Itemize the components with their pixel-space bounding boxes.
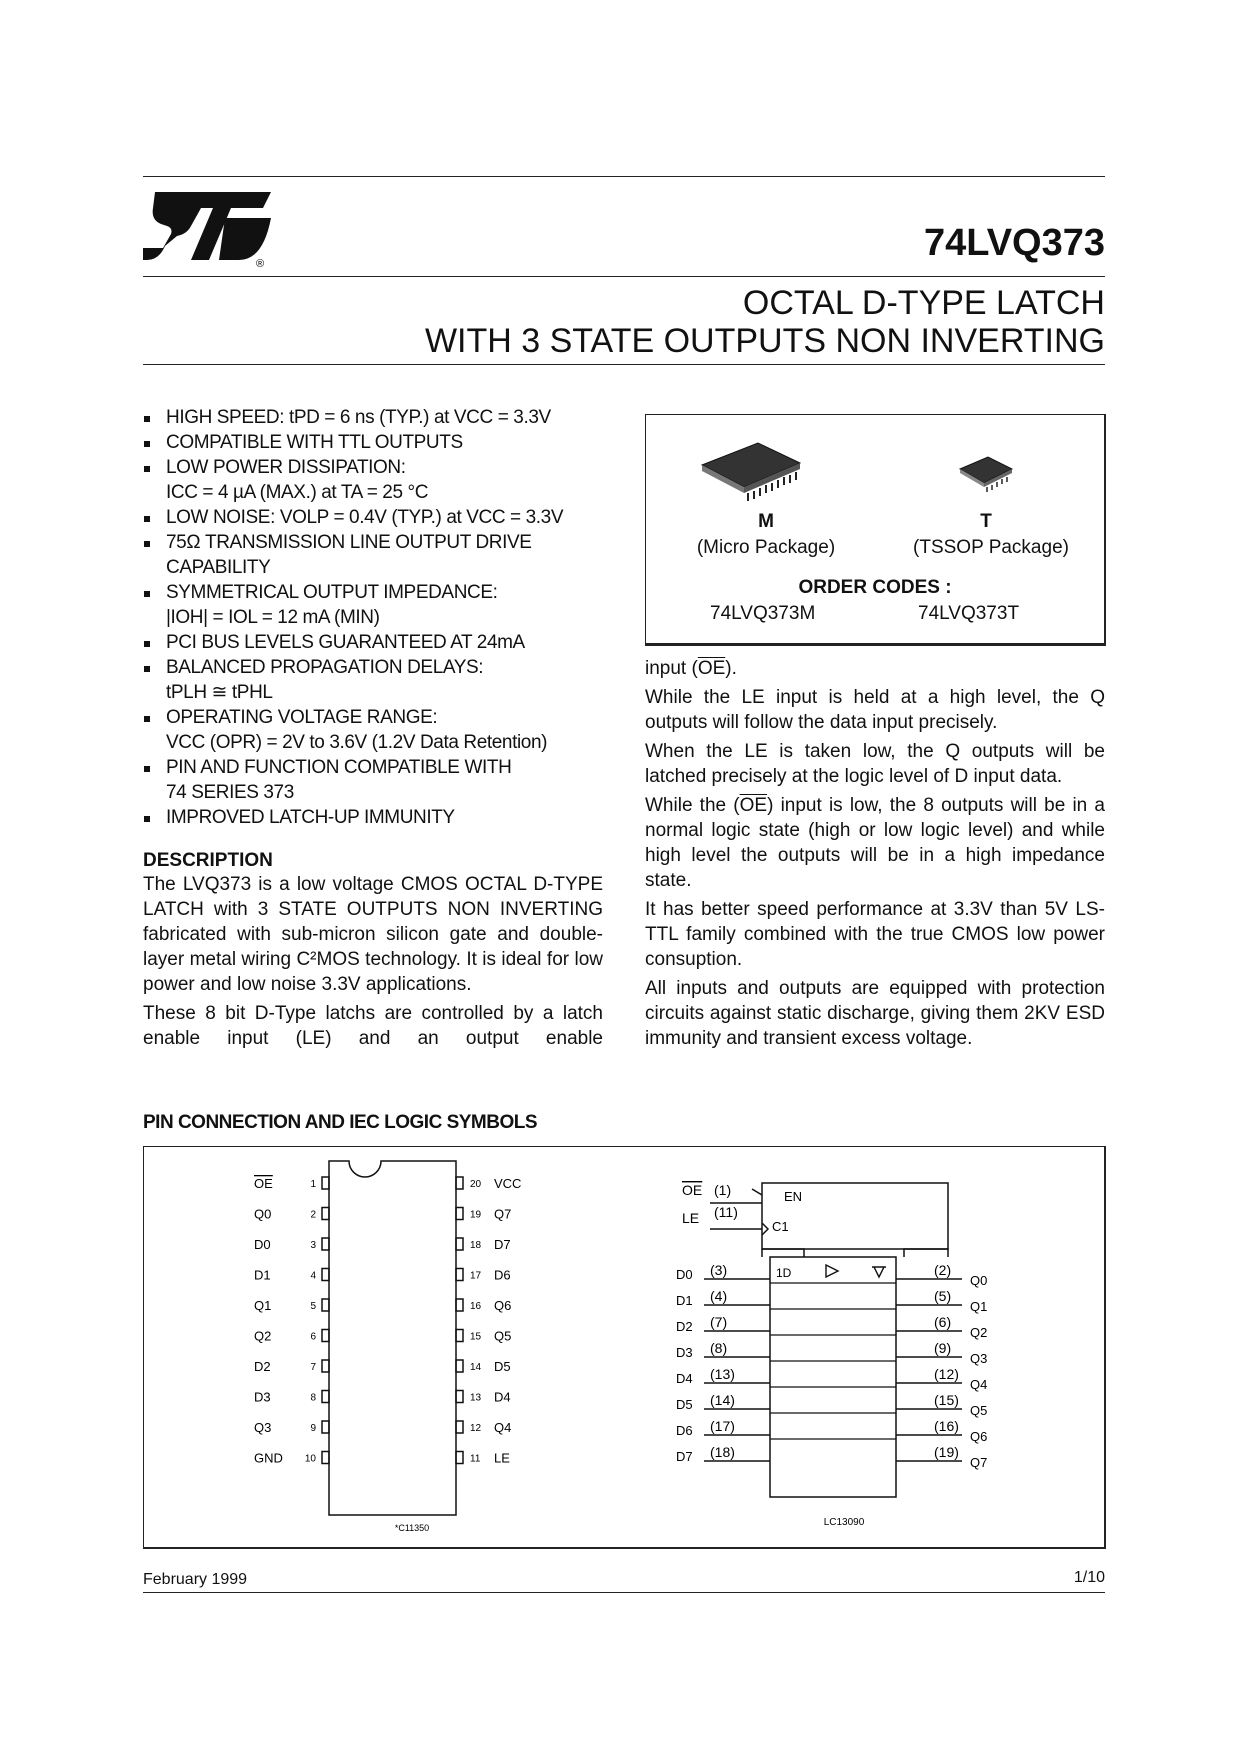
dip-pin-right xyxy=(456,1268,511,1283)
pin-number: 12 xyxy=(470,1423,482,1434)
iec-output-pin: (16) xyxy=(934,1418,959,1434)
pin-number: 4 xyxy=(310,1270,316,1282)
order-code-t: 74LVQ373T xyxy=(918,603,1020,624)
pin-name: LE xyxy=(494,1450,510,1466)
dip-pin-right xyxy=(456,1329,511,1344)
iec-output-pin: (15) xyxy=(934,1392,959,1408)
iec-input-name: D5 xyxy=(676,1397,693,1412)
pin-number: 15 xyxy=(470,1331,482,1343)
iec-row xyxy=(676,1366,987,1392)
dip-pin-left xyxy=(254,1176,329,1191)
iec-output-pin: (5) xyxy=(934,1288,952,1304)
list-item: OPERATING VOLTAGE RANGE: VCC (OPR) = 2V to 3.6V (1.2V Data Retention) xyxy=(143,705,613,755)
pin-number: 9 xyxy=(310,1423,316,1434)
dip-pin-right xyxy=(456,1390,511,1405)
description-paragraph: While the LE input is held at a high level, the Q outputs will follow the data input precisely. xyxy=(645,687,1105,733)
iec-row xyxy=(676,1444,987,1470)
dip-pin-right xyxy=(456,1298,511,1313)
pin-name: Q6 xyxy=(494,1298,512,1313)
page-number: 1/10 xyxy=(1073,1569,1105,1586)
iec-row xyxy=(676,1314,987,1340)
pin-diagram xyxy=(144,1147,1104,1547)
pin-name: GND xyxy=(254,1450,283,1466)
iec-input-name: D7 xyxy=(676,1449,693,1464)
list-item: LOW NOISE: VOLP = 0.4V (TYP.) at VCC = 3.3V xyxy=(143,505,613,530)
pin-number: 11 xyxy=(470,1453,481,1465)
buffer-triangle-icon xyxy=(826,1265,838,1277)
pin-name: D3 xyxy=(254,1389,271,1405)
dip-pin-right xyxy=(456,1176,521,1191)
iec-input-pin: (17) xyxy=(710,1418,735,1434)
list-item: LOW POWER DISSIPATION: ICC = 4 µA (MAX.) at TA = 25 °C xyxy=(143,455,613,505)
dip-pin-left xyxy=(254,1207,329,1222)
pin-number: 18 xyxy=(470,1240,482,1251)
pin-name: Q7 xyxy=(494,1206,512,1222)
description-column-1 xyxy=(143,850,603,1055)
iec-input-name: D0 xyxy=(676,1267,693,1282)
iec-code: LC13090 xyxy=(823,1517,865,1528)
iec-output-pin: (12) xyxy=(934,1366,959,1382)
tssop-package-icon xyxy=(956,451,1016,495)
pin-number: 5 xyxy=(310,1301,316,1312)
pin-number: 8 xyxy=(310,1392,316,1404)
title-rule xyxy=(143,276,1105,277)
subtitle-line-1: OCTAL D-TYPE LATCH xyxy=(742,284,1105,322)
pin-name: Q5 xyxy=(494,1328,512,1344)
description-paragraph: All inputs and outputs are equipped with protection circuits against static discharge, giving them 2KV ESD immunity and transient excess voltage. xyxy=(645,978,1105,1049)
iec-input-pin: (14) xyxy=(710,1392,735,1408)
pin-number: 3 xyxy=(310,1240,316,1251)
pin-name: OE xyxy=(254,1176,273,1191)
iec-output-name: Q6 xyxy=(970,1429,988,1444)
iec-c1-label: C1 xyxy=(772,1219,789,1234)
iec-latch-block xyxy=(770,1257,896,1497)
iec-en-label: EN xyxy=(784,1189,803,1204)
iec-output-pin: (9) xyxy=(934,1340,952,1356)
dip-pin-right xyxy=(456,1451,510,1466)
list-item: HIGH SPEED: tPD = 6 ns (TYP.) at VCC = 3.3V xyxy=(143,405,613,430)
pin-number: 7 xyxy=(310,1362,316,1373)
top-rule xyxy=(143,176,1105,177)
pin-name: Q2 xyxy=(254,1328,272,1344)
description-paragraph: The LVQ373 is a low voltage CMOS OCTAL D-TYPE LATCH with 3 STATE OUTPUTS NON INVERTING fabricated with sub-micron silicon gate and double-layer metal wiring C²MOS technology. It is ideal for low power and low noise 3.3V applications. xyxy=(143,874,603,995)
order-code-m: 74LVQ373M xyxy=(710,603,816,624)
pin-number: 6 xyxy=(310,1331,316,1343)
iec-output-name: Q3 xyxy=(970,1351,988,1366)
list-item: PIN AND FUNCTION COMPATIBLE WITH 74 SERIES 373 xyxy=(143,755,613,805)
dip-pin-left xyxy=(254,1420,329,1435)
iec-output-name: Q4 xyxy=(970,1377,988,1392)
description-column-2 xyxy=(645,656,1105,1055)
iec-le-pin: (11) xyxy=(714,1204,738,1220)
description-paragraph: input $(\overline{OE})$. xyxy=(645,658,737,679)
order-codes-title: ORDER CODES : xyxy=(798,577,952,598)
pin-number: 10 xyxy=(304,1453,316,1465)
dip-pin-right xyxy=(456,1420,511,1435)
dip-body xyxy=(329,1161,456,1515)
pin-name: D6 xyxy=(494,1267,511,1283)
list-item: BALANCED PROPAGATION DELAYS: tPLH ≅ tPHL xyxy=(143,655,613,705)
dip-pin-left xyxy=(254,1451,329,1466)
iec-output-name: Q2 xyxy=(970,1325,988,1340)
pin-number: 1 xyxy=(310,1179,316,1190)
pin-name: D7 xyxy=(494,1237,511,1252)
footer-rule xyxy=(143,1592,1105,1593)
iec-output-pin: (2) xyxy=(934,1262,952,1278)
dip-pin-left xyxy=(254,1298,329,1313)
dip-pin-right xyxy=(456,1207,511,1222)
iec-output-pin: (6) xyxy=(934,1314,952,1330)
page-subtitle xyxy=(425,284,1105,360)
list-item: IMPROVED LATCH-UP IMMUNITY xyxy=(143,805,613,830)
iec-input-pin: (4) xyxy=(710,1288,728,1304)
subtitle-line-2: WITH 3 STATE OUTPUTS NON INVERTING xyxy=(424,322,1105,360)
pin-name: D5 xyxy=(494,1359,511,1374)
iec-row xyxy=(676,1392,987,1418)
page-title: 74LVQ373 xyxy=(924,222,1105,264)
pin-name: Q3 xyxy=(254,1420,272,1435)
iec-row xyxy=(676,1262,987,1288)
package-m-name: (Micro Package) xyxy=(696,537,836,558)
pin-number: 19 xyxy=(470,1209,482,1221)
iec-input-name: D4 xyxy=(676,1371,693,1386)
dip-pin-left xyxy=(254,1329,329,1344)
dip-pin-left xyxy=(254,1237,329,1252)
iec-output-name: Q7 xyxy=(970,1455,988,1470)
pin-number: 17 xyxy=(470,1270,482,1282)
package-t-letter: T xyxy=(980,511,992,532)
description-paragraph: When the LE is taken low, the Q outputs will be latched precisely at the logic level of D input data. xyxy=(645,741,1105,787)
iec-le-label: LE xyxy=(682,1210,700,1226)
pin-name: D4 xyxy=(494,1389,511,1405)
iec-row xyxy=(676,1340,987,1366)
list-item: COMPATIBLE WITH TTL OUTPUTS xyxy=(143,430,613,455)
iec-input-name: D2 xyxy=(676,1319,693,1334)
subtitle-rule xyxy=(143,364,1105,365)
dip-pin-right xyxy=(456,1237,511,1252)
iec-output-pin: (19) xyxy=(934,1444,959,1460)
pin-name: Q0 xyxy=(254,1206,272,1222)
dip-code: *C11350 xyxy=(394,1523,430,1533)
iec-input-pin: (8) xyxy=(710,1340,728,1356)
dip-pin-left xyxy=(254,1268,329,1283)
dip-pin-left xyxy=(254,1359,329,1374)
iec-input-pin: (18) xyxy=(710,1444,735,1460)
iec-1d-label: 1D xyxy=(776,1266,792,1280)
package-t-name: (TSSOP Package) xyxy=(913,537,1069,558)
pin-name: Q4 xyxy=(494,1420,512,1435)
footer-date: February 1999 xyxy=(143,1571,248,1588)
description-paragraph: It has better speed performance at 3.3V than 5V LS-TTL family combined with the true CMOS low power consuption. xyxy=(645,899,1105,970)
iec-output-name: Q0 xyxy=(970,1273,988,1288)
pin-name: VCC xyxy=(494,1176,522,1191)
iec-output-name: Q1 xyxy=(970,1299,988,1314)
pin-number: 13 xyxy=(470,1392,482,1404)
pin-name: Q1 xyxy=(254,1298,272,1313)
iec-input-pin: (7) xyxy=(710,1314,728,1330)
st-logo-icon xyxy=(143,188,273,268)
figure-heading: PIN CONNECTION AND IEC LOGIC SYMBOLS xyxy=(143,1112,538,1133)
svg-text:®: ® xyxy=(256,258,265,268)
pin-number: 14 xyxy=(470,1362,482,1373)
iec-output-name: Q5 xyxy=(970,1403,988,1418)
iec-row xyxy=(676,1288,987,1314)
description-paragraph: While the $(\overline{OE})$ input is low, the 8 outputs will be in a normal logic state (high or low logic level) and while high level the outputs will be in a high impedance state. xyxy=(645,795,1105,891)
pin-number: 2 xyxy=(310,1209,316,1221)
iec-input-pin: (13) xyxy=(710,1366,735,1382)
figure-box xyxy=(143,1146,1106,1549)
iec-input-name: D3 xyxy=(676,1345,693,1360)
features-list xyxy=(143,405,613,830)
iec-oe-label: OE xyxy=(682,1182,703,1198)
dip-pin-left xyxy=(254,1390,329,1405)
iec-input-name: D1 xyxy=(676,1293,693,1308)
pin-number: 20 xyxy=(470,1179,482,1190)
iec-input-name: D6 xyxy=(676,1423,693,1438)
so-package-icon xyxy=(696,435,806,505)
iec-row xyxy=(676,1418,987,1444)
tristate-triangle-icon xyxy=(872,1267,886,1277)
list-item: PCI BUS LEVELS GUARANTEED AT 24mA xyxy=(143,630,613,655)
iec-oe-pin: (1) xyxy=(714,1182,732,1198)
list-item: SYMMETRICAL OUTPUT IMPEDANCE: |IOH| = IOL = 12 mA (MIN) xyxy=(143,580,613,630)
list-item: 75Ω TRANSMISSION LINE OUTPUT DRIVE CAPABILITY xyxy=(143,530,613,580)
iec-input-pin: (3) xyxy=(710,1262,728,1278)
description-paragraph: These 8 bit D-Type latchs are controlled by a latch enable input (LE) and an output enable xyxy=(143,1003,603,1049)
package-m-letter: M xyxy=(758,511,774,532)
description-heading: DESCRIPTION xyxy=(143,850,273,871)
dip-pin-right xyxy=(456,1359,511,1374)
package-box xyxy=(645,414,1106,646)
pin-name: D1 xyxy=(254,1267,271,1283)
pin-name: D0 xyxy=(254,1237,271,1252)
pin-number: 16 xyxy=(470,1301,482,1312)
pin-name: D2 xyxy=(254,1359,271,1374)
